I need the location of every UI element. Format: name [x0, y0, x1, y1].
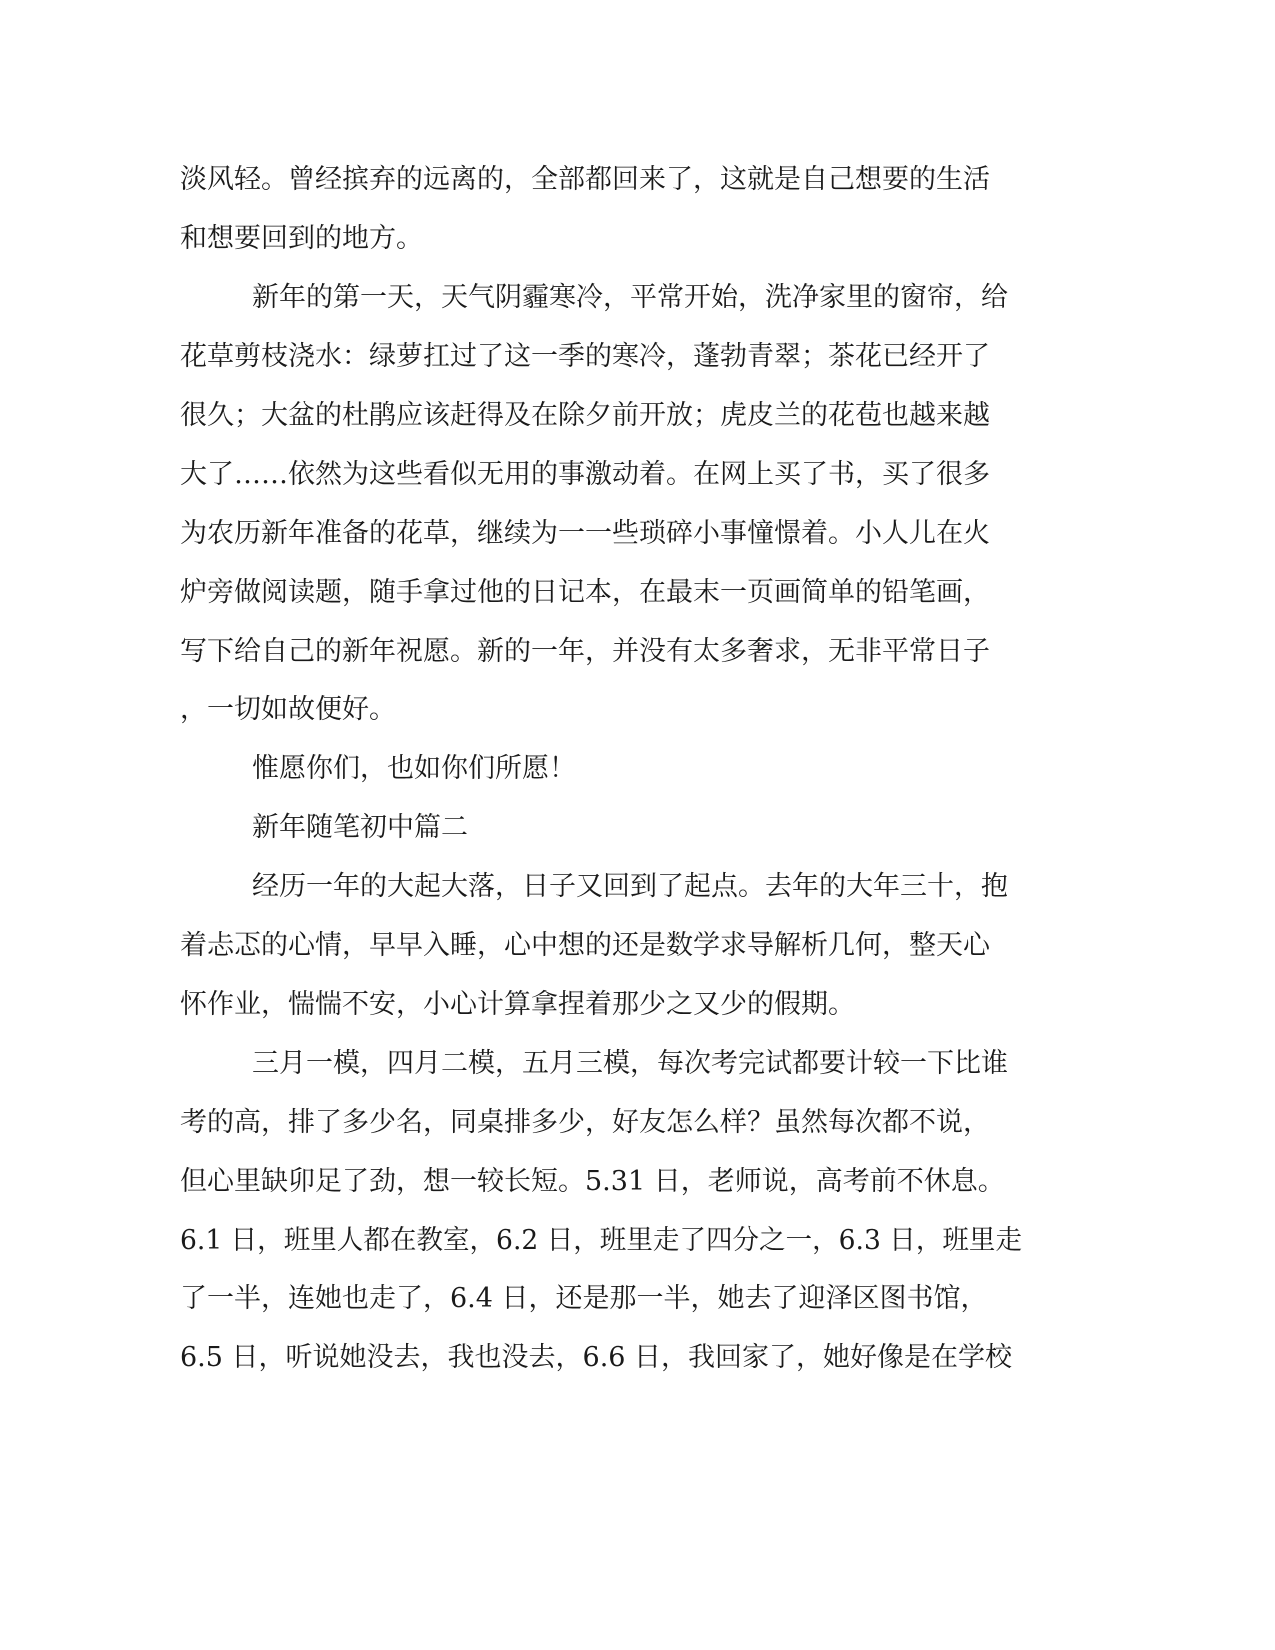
text-line: 花草剪枝浇水：绿萝扛过了这一季的寒冷，蓬勃青翠；茶花已经开了 — [180, 341, 990, 372]
paragraph-start-line: 惟愿你们，也如你们所愿！ — [252, 753, 576, 784]
paragraph-start-line: 经历一年的大起大落，日子又回到了起点。去年的大年三十，抱 — [252, 871, 1008, 902]
section-heading: 新年随笔初中篇二 — [252, 812, 468, 843]
text-line: 很久；大盆的杜鹃应该赶得及在除夕前开放；虎皮兰的花苞也越来越 — [180, 400, 990, 431]
text-line: 考的高，排了多少名，同桌排多少，好友怎么样？虽然每次都不说， — [180, 1107, 990, 1138]
text-line: 和想要回到的地方。 — [180, 223, 423, 254]
text-line: 了一半，连她也走了，6.4 日，还是那一半，她去了迎泽区图书馆， — [180, 1283, 988, 1314]
text-line: 怀作业，惴惴不安，小心计算拿捏着那少之又少的假期。 — [180, 989, 855, 1020]
text-line: 淡风轻。曾经摈弃的远离的，全部都回来了，这就是自己想要的生活 — [180, 164, 990, 195]
text-line: 大了……依然为这些看似无用的事激动着。在网上买了书，买了很多 — [180, 459, 990, 490]
text-line: 6.1 日，班里人都在教室，6.2 日，班里走了四分之一，6.3 日，班里走 — [180, 1225, 1023, 1256]
text-line: 写下给自己的新年祝愿。新的一年，并没有太多奢求，无非平常日子 — [180, 636, 990, 667]
text-line: 着忐忑的心情，早早入睡，心中想的还是数学求导解析几何，整天心 — [180, 930, 990, 961]
paragraph-start-line: 三月一模，四月二模，五月三模，每次考完试都要计较一下比谁 — [252, 1048, 1008, 1079]
text-line: ，一切如故便好。 — [180, 694, 396, 725]
text-line: 炉旁做阅读题，随手拿过他的日记本，在最末一页画简单的铅笔画， — [180, 577, 990, 608]
paragraph-start-line: 新年的第一天，天气阴霾寒冷，平常开始，洗净家里的窗帘，给 — [252, 282, 1008, 313]
text-line: 但心里缺卯足了劲，想一较长短。5.31 日，老师说，高考前不休息。 — [180, 1166, 1005, 1197]
text-line: 6.5 日，听说她没去，我也没去，6.6 日，我回家了，她好像是在学校 — [180, 1342, 1013, 1373]
text-line: 为农历新年准备的花草，继续为一一些琐碎小事憧憬着。小人儿在火 — [180, 518, 990, 549]
